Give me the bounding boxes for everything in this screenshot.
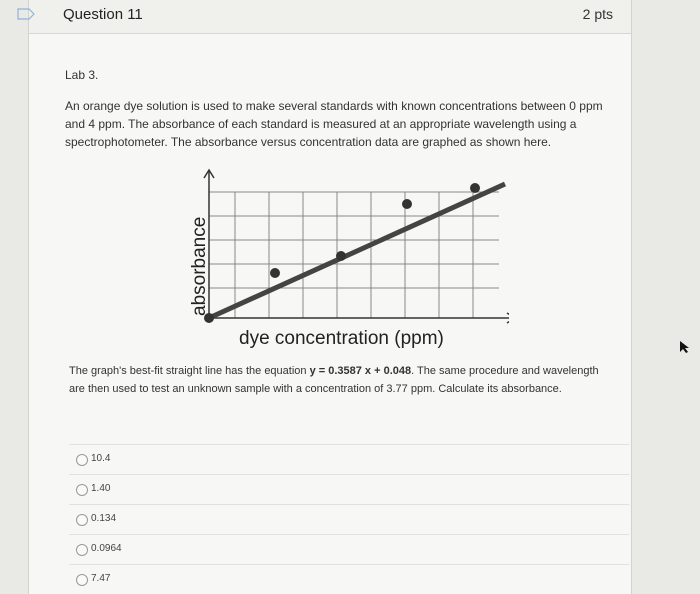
question-header xyxy=(29,0,631,34)
answer-option[interactable] xyxy=(69,504,629,534)
absorbance-graph xyxy=(179,162,509,352)
answer-label: 0.0964 xyxy=(91,543,122,554)
answer-option[interactable] xyxy=(69,534,629,564)
mouse-cursor-icon xyxy=(678,340,692,354)
answer-label: 1.40 xyxy=(91,483,111,494)
radio-button[interactable] xyxy=(76,574,88,586)
question-text-before: The graph's best-fit straight line has the equation xyxy=(69,365,310,377)
x-axis-label: dye concentration (ppm) xyxy=(239,328,444,349)
answer-option[interactable] xyxy=(69,474,629,504)
question-card xyxy=(28,0,632,594)
question-intro: An orange dye solution is used to make several standards with known concentrations between 0 ppm and 4 ppm. The absorbance of each standard is measured at an appropriate wavelength using a spectrophotometer. The absorbance versus concentration data are graphed as shown here. xyxy=(65,99,603,149)
flag-icon[interactable] xyxy=(17,8,35,20)
answer-label: 7.47 xyxy=(91,573,111,584)
radio-button[interactable] xyxy=(76,454,88,466)
answer-label: 10.4 xyxy=(91,453,111,464)
data-point xyxy=(270,268,280,278)
answer-option[interactable] xyxy=(69,564,629,594)
data-point xyxy=(470,183,480,193)
lab-label: Lab 3. xyxy=(65,68,99,82)
question-points: 2 pts xyxy=(582,6,613,22)
question-text-after: . The same procedure and wavelength are then used to test an unknown sample with a concentration of 3.77 ppm. Calculate its absorbance. xyxy=(69,365,599,395)
answer-option[interactable] xyxy=(69,444,629,474)
data-point xyxy=(402,199,412,209)
data-point xyxy=(336,251,346,261)
answer-label: 0.134 xyxy=(91,513,117,524)
equation: y = 0.3587 x + 0.048 xyxy=(309,365,412,377)
radio-button[interactable] xyxy=(76,484,88,496)
best-fit-line xyxy=(209,184,505,318)
question-text xyxy=(69,362,609,398)
radio-button[interactable] xyxy=(76,544,88,556)
y-axis-label: absorbance xyxy=(189,216,210,316)
radio-button[interactable] xyxy=(76,514,88,526)
question-title: Question 11 xyxy=(63,6,143,23)
answer-list xyxy=(69,444,629,594)
